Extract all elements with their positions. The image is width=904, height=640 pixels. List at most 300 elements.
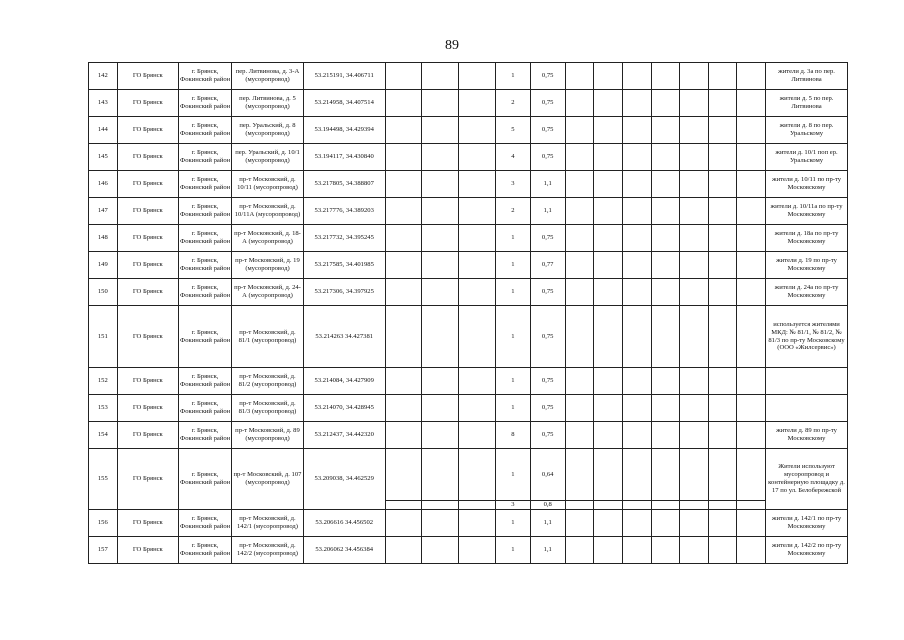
container-volume-cell: 0,64 (530, 449, 565, 501)
empty-cell (459, 252, 496, 279)
row-number: 156 (89, 510, 118, 537)
empty-cell (422, 449, 459, 501)
empty-cell (737, 279, 766, 306)
address-cell: пр-т Московский, д. 107 (мусоропровод) (232, 449, 304, 510)
empty-cell (385, 63, 422, 90)
empty-cell (651, 368, 680, 395)
row-number: 145 (89, 144, 118, 171)
coordinates-cell: 53.217732, 34.395245 (303, 225, 385, 252)
empty-cell (565, 501, 594, 510)
row-number: 151 (89, 306, 118, 368)
container-count-cell: 1 (496, 395, 531, 422)
empty-cell (708, 510, 737, 537)
container-count-cell: 2 (496, 90, 531, 117)
empty-cell (594, 510, 623, 537)
container-count-cell: 1 (496, 225, 531, 252)
empty-cell (565, 510, 594, 537)
address-cell: пер. Литвинова, д. 5 (мусоропровод) (232, 90, 304, 117)
empty-cell (594, 395, 623, 422)
empty-cell (651, 90, 680, 117)
container-volume-cell: 0,75 (530, 422, 565, 449)
locality-cell: г. Брянск, Фокинский район (179, 537, 232, 564)
empty-cell (565, 225, 594, 252)
table-row (89, 90, 848, 117)
empty-cell (385, 198, 422, 225)
empty-cell (651, 171, 680, 198)
address-cell: пр-т Московский, д. 89 (мусоропровод) (232, 422, 304, 449)
note-cell: жители д. 89 по пр-ту Московскому (766, 422, 848, 449)
note-cell: жители д. 10/11 по пр-ту Московскому (766, 171, 848, 198)
empty-cell (422, 225, 459, 252)
empty-cell (459, 225, 496, 252)
note-cell: жители д. 142/1 по пр-ту Московскому (766, 510, 848, 537)
table-row (89, 510, 848, 537)
empty-cell (708, 537, 737, 564)
empty-cell (708, 395, 737, 422)
empty-cell (565, 368, 594, 395)
empty-cell (385, 171, 422, 198)
empty-cell (385, 144, 422, 171)
row-number: 150 (89, 279, 118, 306)
empty-cell (680, 306, 709, 368)
empty-cell (622, 449, 651, 501)
empty-cell (651, 422, 680, 449)
empty-cell (680, 368, 709, 395)
locality-cell: г. Брянск, Фокинский район (179, 225, 232, 252)
municipality-cell: ГО Брянск (117, 63, 178, 90)
container-volume-cell: 1,1 (530, 510, 565, 537)
municipality-cell: ГО Брянск (117, 144, 178, 171)
container-volume-cell: 1,1 (530, 198, 565, 225)
empty-cell (594, 90, 623, 117)
address-cell: пер. Литвинова, д. 3-А (мусоропровод) (232, 63, 304, 90)
empty-cell (385, 395, 422, 422)
empty-cell (565, 449, 594, 501)
municipality-cell: ГО Брянск (117, 252, 178, 279)
empty-cell (737, 225, 766, 252)
empty-cell (651, 510, 680, 537)
locality-cell: г. Брянск, Фокинский район (179, 90, 232, 117)
empty-cell (651, 279, 680, 306)
empty-cell (708, 368, 737, 395)
empty-cell (459, 422, 496, 449)
empty-cell (459, 144, 496, 171)
empty-cell (459, 501, 496, 510)
empty-cell (737, 144, 766, 171)
address-cell: пр-т Московский, д. 18-А (мусоропровод) (232, 225, 304, 252)
municipality-cell: ГО Брянск (117, 90, 178, 117)
empty-cell (737, 395, 766, 422)
address-cell: пр-т Московский, д. 10/11А (мусоропровод) (232, 198, 304, 225)
row-number: 157 (89, 537, 118, 564)
container-volume-cell: 0,75 (530, 144, 565, 171)
container-volume-cell: 1,1 (530, 171, 565, 198)
empty-cell (594, 252, 623, 279)
municipality-cell: ГО Брянск (117, 395, 178, 422)
empty-cell (622, 198, 651, 225)
locality-cell: г. Брянск, Фокинский район (179, 198, 232, 225)
empty-cell (422, 144, 459, 171)
empty-cell (651, 252, 680, 279)
row-number: 147 (89, 198, 118, 225)
empty-cell (622, 368, 651, 395)
empty-cell (680, 90, 709, 117)
empty-cell (708, 422, 737, 449)
container-count-cell: 2 (496, 198, 531, 225)
empty-cell (737, 171, 766, 198)
empty-cell (680, 117, 709, 144)
empty-cell (385, 537, 422, 564)
empty-cell (708, 171, 737, 198)
empty-cell (622, 279, 651, 306)
empty-cell (708, 225, 737, 252)
municipality-cell: ГО Брянск (117, 117, 178, 144)
empty-cell (651, 395, 680, 422)
empty-cell (708, 501, 737, 510)
empty-cell (385, 510, 422, 537)
empty-cell (459, 537, 496, 564)
locality-cell: г. Брянск, Фокинский район (179, 63, 232, 90)
empty-cell (737, 422, 766, 449)
empty-cell (422, 501, 459, 510)
empty-cell (422, 117, 459, 144)
container-count-cell: 1 (496, 449, 531, 501)
empty-cell (459, 510, 496, 537)
empty-cell (422, 279, 459, 306)
empty-cell (565, 63, 594, 90)
coordinates-cell: 53.206616 34.456502 (303, 510, 385, 537)
address-cell: пр-т Московский, д. 24-А (мусоропровод) (232, 279, 304, 306)
table-row (89, 306, 848, 368)
coordinates-cell: 53.214084, 34.427909 (303, 368, 385, 395)
empty-cell (737, 198, 766, 225)
empty-cell (622, 90, 651, 117)
empty-cell (422, 368, 459, 395)
empty-cell (385, 501, 422, 510)
table-row (89, 368, 848, 395)
locality-cell: г. Брянск, Фокинский район (179, 449, 232, 510)
empty-cell (622, 422, 651, 449)
table-row (89, 171, 848, 198)
empty-cell (385, 449, 422, 501)
container-count-cell: 1 (496, 63, 531, 90)
empty-cell (565, 117, 594, 144)
table-row (89, 117, 848, 144)
empty-cell (594, 501, 623, 510)
note-cell: жители д. 24а по пр-ту Московскому (766, 279, 848, 306)
empty-cell (459, 368, 496, 395)
container-count-cell: 1 (496, 306, 531, 368)
table-row (89, 198, 848, 225)
municipality-cell: ГО Брянск (117, 510, 178, 537)
container-count-cell: 1 (496, 510, 531, 537)
empty-cell (622, 395, 651, 422)
empty-cell (622, 225, 651, 252)
locality-cell: г. Брянск, Фокинский район (179, 368, 232, 395)
note-cell: жители д. 10/1 поп ер. Уральскому (766, 144, 848, 171)
empty-cell (622, 306, 651, 368)
container-count-cell: 8 (496, 422, 531, 449)
empty-cell (459, 63, 496, 90)
empty-cell (651, 306, 680, 368)
empty-cell (680, 252, 709, 279)
empty-cell (737, 252, 766, 279)
locality-cell: г. Брянск, Фокинский район (179, 252, 232, 279)
note-cell: жители д. 8 по пер. Уральскому (766, 117, 848, 144)
locality-cell: г. Брянск, Фокинский район (179, 144, 232, 171)
empty-cell (565, 252, 594, 279)
locality-cell: г. Брянск, Фокинский район (179, 117, 232, 144)
table-row (89, 395, 848, 422)
row-number: 152 (89, 368, 118, 395)
coordinates-cell: 53.217776, 34.389203 (303, 198, 385, 225)
empty-cell (737, 449, 766, 501)
empty-cell (565, 422, 594, 449)
empty-cell (385, 368, 422, 395)
empty-cell (459, 279, 496, 306)
empty-cell (422, 306, 459, 368)
row-number: 146 (89, 171, 118, 198)
empty-cell (385, 252, 422, 279)
registry-table (88, 62, 848, 564)
coordinates-cell: 53.217306, 34.397925 (303, 279, 385, 306)
empty-cell (622, 501, 651, 510)
empty-cell (594, 198, 623, 225)
note-cell: жители д. 10/11а по пр-ту Московскому (766, 198, 848, 225)
empty-cell (385, 279, 422, 306)
coordinates-cell: 53.212437, 34.442320 (303, 422, 385, 449)
municipality-cell: ГО Брянск (117, 279, 178, 306)
table-row (89, 252, 848, 279)
table-row (89, 144, 848, 171)
coordinates-cell: 53.194117, 34.430840 (303, 144, 385, 171)
coordinates-cell: 53.217805, 34.388807 (303, 171, 385, 198)
container-count-cell: 1 (496, 537, 531, 564)
note-cell: жители д. 18а по пр-ту Московскому (766, 225, 848, 252)
empty-cell (651, 225, 680, 252)
locality-cell: г. Брянск, Фокинский район (179, 279, 232, 306)
row-number: 144 (89, 117, 118, 144)
container-volume-cell: 0,8 (530, 501, 565, 510)
empty-cell (651, 449, 680, 501)
container-count-cell: 1 (496, 279, 531, 306)
row-number: 143 (89, 90, 118, 117)
empty-cell (708, 117, 737, 144)
table-row (89, 422, 848, 449)
empty-cell (708, 306, 737, 368)
empty-cell (385, 117, 422, 144)
empty-cell (651, 144, 680, 171)
empty-cell (708, 144, 737, 171)
empty-cell (651, 63, 680, 90)
empty-cell (385, 90, 422, 117)
empty-cell (594, 368, 623, 395)
container-volume-cell: 0,75 (530, 306, 565, 368)
address-cell: пр-т Московский, д. 19 (мусоропровод) (232, 252, 304, 279)
locality-cell: г. Брянск, Фокинский район (179, 171, 232, 198)
empty-cell (459, 306, 496, 368)
container-count-cell: 4 (496, 144, 531, 171)
empty-cell (680, 510, 709, 537)
empty-cell (708, 198, 737, 225)
empty-cell (737, 537, 766, 564)
address-cell: пр-т Московский, д. 142/2 (мусоропровод) (232, 537, 304, 564)
empty-cell (737, 368, 766, 395)
container-volume-cell: 1,1 (530, 537, 565, 564)
row-number: 154 (89, 422, 118, 449)
empty-cell (385, 422, 422, 449)
table-row (89, 279, 848, 306)
empty-cell (459, 395, 496, 422)
municipality-cell: ГО Брянск (117, 171, 178, 198)
municipality-cell: ГО Брянск (117, 537, 178, 564)
address-cell: пр-т Московский, д. 81/1 (мусоропровод) (232, 306, 304, 368)
empty-cell (737, 501, 766, 510)
container-volume-cell: 0,75 (530, 225, 565, 252)
note-cell: используется жителями МКД: № 81/1, № 81/2, № 81/3 по пр-ту Московскому (ООО «Жилсервис») (766, 306, 848, 368)
municipality-cell: ГО Брянск (117, 306, 178, 368)
empty-cell (565, 395, 594, 422)
note-cell (766, 395, 848, 422)
address-cell: пр-т Московский, д. 81/3 (мусоропровод) (232, 395, 304, 422)
empty-cell (680, 198, 709, 225)
container-volume-cell: 0,75 (530, 63, 565, 90)
locality-cell: г. Брянск, Фокинский район (179, 510, 232, 537)
empty-cell (594, 306, 623, 368)
empty-cell (651, 501, 680, 510)
municipality-cell: ГО Брянск (117, 449, 178, 510)
empty-cell (622, 63, 651, 90)
container-count-cell: 5 (496, 117, 531, 144)
row-number: 148 (89, 225, 118, 252)
coordinates-cell: 53.206062 34.456384 (303, 537, 385, 564)
locality-cell: г. Брянск, Фокинский район (179, 306, 232, 368)
empty-cell (565, 537, 594, 564)
empty-cell (459, 171, 496, 198)
empty-cell (708, 252, 737, 279)
row-number: 155 (89, 449, 118, 510)
empty-cell (622, 537, 651, 564)
empty-cell (594, 117, 623, 144)
address-cell: пр-т Московский, д. 81/2 (мусоропровод) (232, 368, 304, 395)
empty-cell (422, 395, 459, 422)
empty-cell (594, 537, 623, 564)
table-row (89, 63, 848, 90)
empty-cell (680, 63, 709, 90)
container-count-cell: 3 (496, 171, 531, 198)
empty-cell (565, 171, 594, 198)
empty-cell (422, 63, 459, 90)
empty-cell (594, 449, 623, 501)
empty-cell (622, 117, 651, 144)
coordinates-cell: 53.214958, 34.407514 (303, 90, 385, 117)
container-volume-cell: 0,77 (530, 252, 565, 279)
empty-cell (737, 117, 766, 144)
empty-cell (459, 90, 496, 117)
locality-cell: г. Брянск, Фокинский район (179, 395, 232, 422)
empty-cell (385, 225, 422, 252)
empty-cell (622, 144, 651, 171)
empty-cell (565, 279, 594, 306)
empty-cell (459, 449, 496, 501)
municipality-cell: ГО Брянск (117, 368, 178, 395)
empty-cell (680, 171, 709, 198)
coordinates-cell: 53.215191, 34.406711 (303, 63, 385, 90)
empty-cell (680, 449, 709, 501)
empty-cell (594, 225, 623, 252)
empty-cell (680, 144, 709, 171)
empty-cell (594, 171, 623, 198)
container-count-cell: 3 (496, 501, 531, 510)
note-cell: жители д. 19 по пр-ту Московскому (766, 252, 848, 279)
coordinates-cell: 53.214263 34.427381 (303, 306, 385, 368)
note-cell: Жители используют мусоропровод и контейнерную площадку д. 17 по ул. Белобережской (766, 449, 848, 510)
page-number: 89 (445, 38, 459, 53)
coordinates-cell: 53.217585, 34.401985 (303, 252, 385, 279)
empty-cell (651, 198, 680, 225)
municipality-cell: ГО Брянск (117, 198, 178, 225)
empty-cell (422, 90, 459, 117)
empty-cell (680, 225, 709, 252)
empty-cell (622, 171, 651, 198)
empty-cell (422, 171, 459, 198)
empty-cell (680, 279, 709, 306)
coordinates-cell: 53.209038, 34.462529 (303, 449, 385, 510)
empty-cell (651, 117, 680, 144)
empty-cell (594, 63, 623, 90)
row-number: 142 (89, 63, 118, 90)
empty-cell (422, 198, 459, 225)
empty-cell (594, 422, 623, 449)
container-volume-cell: 0,75 (530, 279, 565, 306)
container-volume-cell: 0,75 (530, 368, 565, 395)
empty-cell (565, 306, 594, 368)
empty-cell (737, 510, 766, 537)
table-row (89, 537, 848, 564)
empty-cell (622, 252, 651, 279)
empty-cell (708, 90, 737, 117)
container-volume-cell: 0,75 (530, 395, 565, 422)
empty-cell (680, 537, 709, 564)
note-cell: жители д. 142/2 по пр-ту Московскому (766, 537, 848, 564)
empty-cell (594, 279, 623, 306)
empty-cell (737, 90, 766, 117)
address-cell: пер. Уральский, д. 8 (мусоропровод) (232, 117, 304, 144)
empty-cell (622, 510, 651, 537)
address-cell: пр-т Московский, д. 10/11 (мусоропровод) (232, 171, 304, 198)
empty-cell (565, 144, 594, 171)
empty-cell (422, 537, 459, 564)
coordinates-cell: 53.194498, 34.429394 (303, 117, 385, 144)
empty-cell (422, 510, 459, 537)
note-cell (766, 368, 848, 395)
empty-cell (594, 144, 623, 171)
municipality-cell: ГО Брянск (117, 422, 178, 449)
empty-cell (708, 279, 737, 306)
empty-cell (385, 306, 422, 368)
empty-cell (459, 117, 496, 144)
address-cell: пр-т Московский, д. 142/1 (мусоропровод) (232, 510, 304, 537)
container-count-cell: 1 (496, 252, 531, 279)
empty-cell (737, 306, 766, 368)
table-row (89, 449, 848, 501)
empty-cell (565, 90, 594, 117)
empty-cell (737, 63, 766, 90)
locality-cell: г. Брянск, Фокинский район (179, 422, 232, 449)
container-volume-cell: 0,75 (530, 117, 565, 144)
address-cell: пер. Уральский, д. 10/1 (мусоропровод) (232, 144, 304, 171)
table-row (89, 225, 848, 252)
